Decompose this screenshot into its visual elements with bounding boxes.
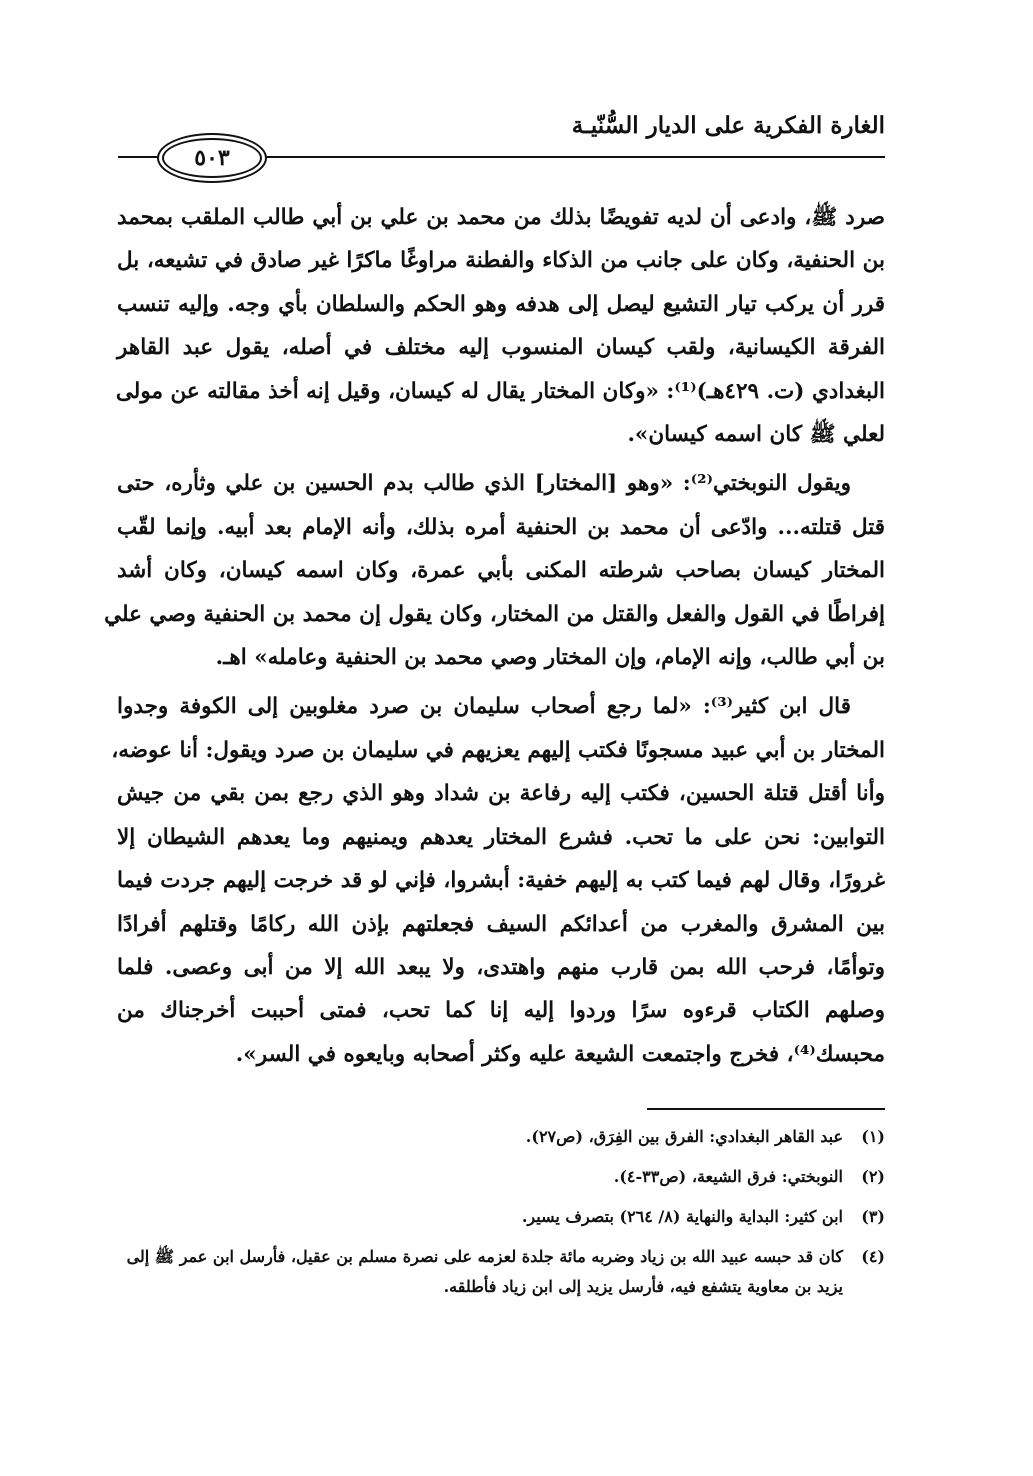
text-line: بين المشرق والمغرب من أعدائكم السيف فجعلتهم بإذن الله ركامًا وقتلهم أفرادًا [117, 911, 885, 937]
text-line: وصلهم الكتاب قرءوه سرًا وردوا إليه إنا كما تحب، فمتى أحببت أخرجناك من [117, 998, 885, 1024]
footnotes [117, 1122, 885, 1312]
main-text [104, 196, 885, 1076]
text-line: وأنا أقتل قتلة الحسين، فكتب إليه رفاعة بن شداد وهو الذي رجع بمن بقي من جيش [117, 781, 885, 807]
footnote-number: (٤) [861, 1247, 885, 1266]
footnote-number: (٣) [861, 1207, 885, 1226]
footnote-number: (٢) [861, 1167, 885, 1186]
text-line: المختار كيسان بصاحب شرطته المكنى بأبي عمرة، وكان اسمه كيسان، وكان أشد [117, 558, 885, 584]
paragraph-3 [111, 685, 885, 1076]
text-line: الفرقة الكيسانية، ولقب كيسان المنسوب إليه مختلف في أصله، يقول عبد القاهر [117, 335, 885, 361]
text-line: لعلي ﷺ كان اسمه كيسان». [627, 422, 885, 448]
text-line: قرر أن يركب تيار التشيع ليصل إلى هدفه وهو الحكم والسلطان بأي وجه. وإليه تنسب [117, 291, 885, 317]
text-line: المختار بن أبي عبيد مسجونًا فكتب إليهم يعزيهم في سليمان بن صرد ويقول: أنا عوضه، [111, 737, 885, 763]
footnote-separator [647, 1108, 885, 1110]
paragraph-2 [104, 462, 885, 679]
footnote-2 [117, 1162, 885, 1192]
text-line: بن الحنفية، وكان على جانب من الذكاء والفطنة مراوغًا ماكرًا غير صادق في تشيعه، بل [117, 248, 885, 274]
page-number-text: ٥٠٣ [194, 145, 230, 171]
text-line: وتوأمًا، فرحب الله بمن قارب منهم واهتدى، ولا يبعد الله إلا من أبى وعصى. فلما [117, 954, 885, 980]
text-line: بن أبي طالب، وإنه الإمام، وإن المختار وصي محمد بن الحنفية وعامله» اهـ. [215, 645, 885, 671]
footnote-line: كان قد حبسه عبيد الله بن زياد وضربه مائة جلدة لعزمه على نصرة مسلم بن عقيل، فأرسل ابن عمر ﷺ إلى [126, 1247, 843, 1266]
footnote-3 [117, 1202, 885, 1232]
footnote-text [117, 1122, 843, 1152]
footnote-text [117, 1242, 843, 1302]
paragraph-1 [117, 196, 885, 456]
text-line: محبسك⁽⁴⁾، فخرج واجتمعت الشيعة عليه وكثر أصحابه وبايعوه في السر». [235, 1041, 885, 1067]
text-line: إفراطًا في القول والفعل والقتل من المختار، وكان يقول إن محمد بن الحنفية وصي علي [104, 601, 885, 627]
text-line: صرد ﷺ، وادعى أن لديه تفويضًا بذلك من محمد بن علي بن أبي طالب الملقب بمحمد [117, 205, 885, 230]
text-line: قتل قتلته... وادّعى أن محمد بن الحنفية أمره بذلك، وأنه الإمام بعد أبيه. وإنما لقّب [117, 514, 885, 540]
text-line: ويقول النوبختي⁽²⁾: «وهو [المختار] الذي طالب بدم الحسين بن علي وثأره، حتى [117, 471, 851, 497]
footnote-4 [117, 1242, 885, 1302]
running-title: الغارة الفكرية على الديار السُّنّيـة [571, 112, 885, 139]
footnote-text [117, 1162, 843, 1192]
footnote-number: (١) [861, 1127, 885, 1146]
footnote-line: النوبختي: فرق الشيعة، (ص٣٣-٤). [613, 1167, 843, 1186]
text-line: التوابين: نحن على ما تحب. فشرع المختار يعدهم ويمنيهم وما يعدهم الشيطان إلا [117, 824, 885, 850]
text-line: قال ابن كثير⁽³⁾: «لما رجع أصحاب سليمان بن صرد مغلوبين إلى الكوفة وجدوا [117, 694, 851, 720]
footnote-text [117, 1202, 843, 1232]
footnote-1 [117, 1122, 885, 1152]
text-line: البغدادي (ت. ٤٢٩هـ)⁽¹⁾: «وكان المختار يقال له كيسان، وقيل إنه أخذ مقالته عن مولى [115, 378, 885, 404]
footnote-line: يزيد بن معاوية يتشفع فيه، فأرسل يزيد إلى ابن زياد فأطلقه. [443, 1277, 843, 1296]
text-line: غرورًا، وقال لهم فيما كتب به إليهم خفية: أبشروا، فإني لو قد خرجت إليهم جردت فيما [117, 868, 885, 894]
page-number [162, 138, 262, 178]
footnote-line: عبد القاهر البغدادي: الفرق بين الفِرَق، (ص٢٧). [525, 1127, 843, 1146]
footnote-line: ابن كثير: البداية والنهاية (٨/ ٢٦٤) بتصرف يسير. [521, 1207, 843, 1226]
